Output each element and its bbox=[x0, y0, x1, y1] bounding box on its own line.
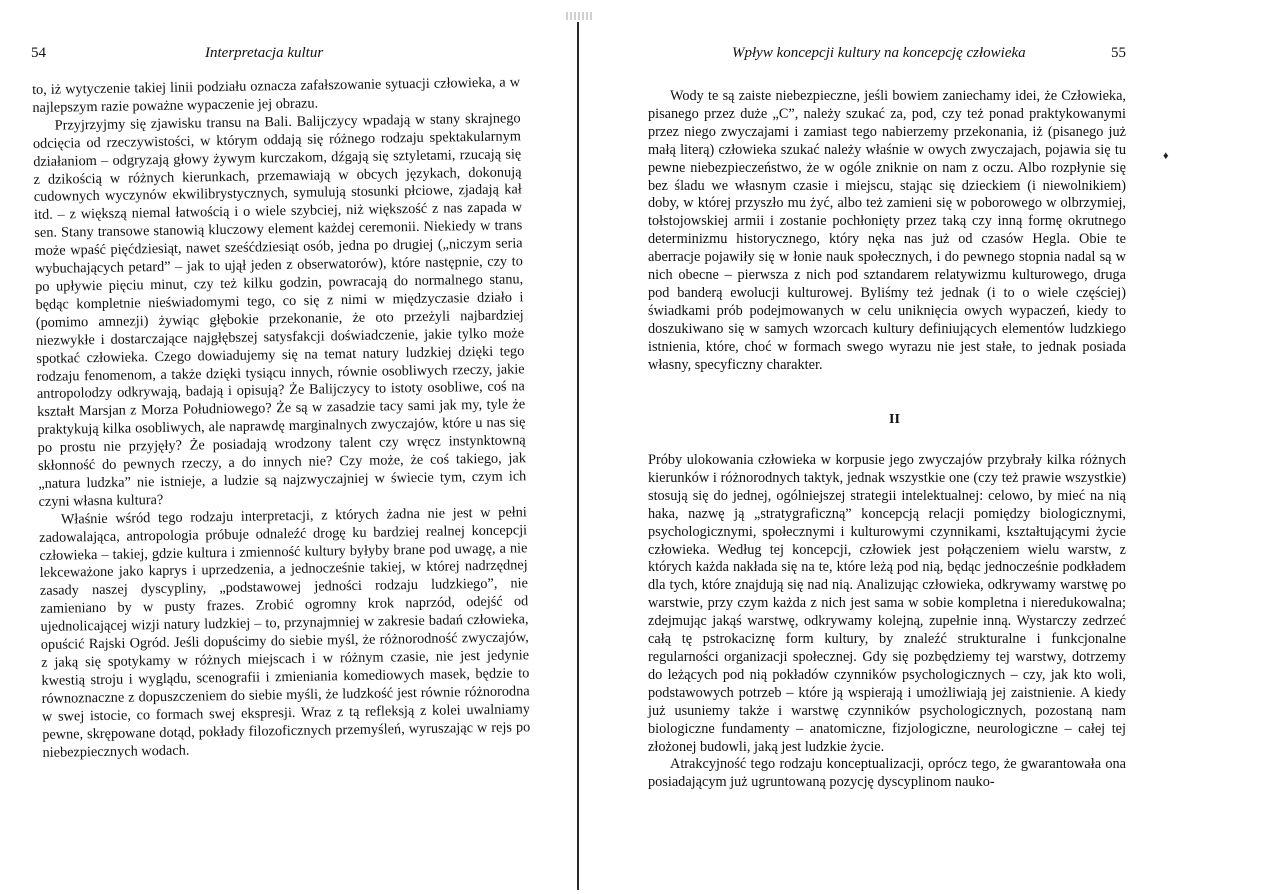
left-body-text bbox=[32, 74, 531, 762]
paragraph: to, iż wytyczenie takiej linii podziału oznacza zafałszowanie sytuacji człowieka, a w najlepszym razie poważne wypaczenie jej obrazu. bbox=[32, 74, 521, 116]
left-page bbox=[0, 0, 578, 894]
running-title: Interpretacja kultur bbox=[205, 45, 324, 61]
paragraph: Właśnie wśród tego rodzaju interpretacji, z których żadna nie jest w pełni zadowalająca, antropologia próbuje odnaleźć drogę ku bardziej realnej koncepcji człowieka – takiej, gdzie kultura i zmienność kultury byłyby brane pod uwagę, a nie lekceważone jako kaprys i uprzedzenia, a jednocześnie takiej, w której nadrzędnej zasady naszej dyscypliny, „podstawowej jedności rodzaju ludzkiego”, nie zamieniano by w pusty frazes. Zrobić ogromny krok naprzód, odejść od ujednolicającej wizji natury ludzkiej – to, przynajmniej w zakresie badań człowieka, opuścić Rajski Ogród. Jeśli dopuścimy do siebie myśl, że różnorodność zwyczajów, z jaką się spotykamy w różnych miejscach i w różnym czasie, nie jest jedynie kwestią stroju i wyglądu, scenografii i zmieniania komediowych masek, będzie to równoznaczne z dopuszczeniem do siebie myśli, że ludzkość jest równie różnorodna w swej istocie, co formach swej ekspresji. Wraz z tą refleksją z kolei uwalniamy pewne, skrępowane dotąd, pokłady filozoficznych przemyśleń, wyruszając w rejs po niebezpiecznych wodach. bbox=[39, 504, 531, 761]
paragraph: Atrakcyjność tego rodzaju konceptualizacji, oprócz tego, że gwarantowała ona posiadającym już ugruntowaną pozycję dyscyplinom nauko- bbox=[648, 756, 1126, 791]
paragraph: Wody te są zaiste niebezpieczne, jeśli bowiem zaniechamy idei, że Człowieka, pisanego przez duże „C”, należy szukać za, pod, czy też ponad praktykowanymi przez niego zwyczajami i zamiast tego nabierzemy przekonania, iż (pisanego już małą literą) człowieka szukać należy właśnie w owych zwyczajach, pojawia się tu pewne niebezpieczeństwo, że w ogóle zniknie on nam z oczu. Albo rozpłynie się bez śladu we własnym czasie i miejscu, stając się dzieckiem (i niewolnikiem) doby, w której przyszło mu żyć, albo też zamieni się w poborowego w olbrzymiej, tołstojowskiej armii i zostanie pochłonięty przez taką czy inną formę okrutnego determinizmu historycznego, który nęka nas już od czasów Hegla. Obie te aberracje pojawiły się w łonie nauk społecznych, i do pewnego stopnia nadal są w nich obecne – pierwsza z nich pod sztandarem relatywizmu kulturowego, druga pod banderą ewolucji kulturowej. Byliśmy też jednak (i to o wiele częściej) świadkami prób podejmowanych w celu uniknięcia owych wypaczeń, kiedy to doszukiwano się w samych wzorcach kultury definiujących elementów ludzkiego istnienia, które, choć w formach swego wyrazu nie jest stałe, to jednak posiada własny, specyficzny charakter. bbox=[648, 88, 1126, 373]
right-body-text-top bbox=[648, 88, 1126, 375]
paragraph: Przyjrzyjmy się zjawisku transu na Bali. Balijczycy wpadają w stany skrajnego odcięcia od rzeczywistości, w którym oddają się różnego rodzaju spektakularnym działaniom – odgryzają głowy żywym kurczakom, dźgają się sztyletami, rzucają się z dzikością w różnych kierunkach, przemawiają w obcych językach, dokonują cudownych wyczynów ekwilibrystycznych, symulują stosunki płciowe, zjadają kał itd. – z większą niemal łatwością i o wiele szybciej, niż większość z nas zapada w sen. Stany transowe stanowią kluczowy element każdej ceremonii. Niekiedy w trans może wpaść pięćdziesiąt, nawet sześćdziesiąt osób, jedna po drugiej („niczym seria wybuchających petard” – jak to ujął jeden z obserwatorów), które następnie, czy to po upływie pięciu minut, czy też kilku godzin, powracają do normalnego stanu, będąc kompletnie nieświadomymi tego, co się z nimi w międzyczasie działo i (pomimo amnezji) żywiąc głębokie przekonanie, że oto przeżyli najbardziej niezwykłe i dostarczające najgłębszej satysfakcji doświadczenie, jakie tylko może spotkać człowieka. Czego dowiadujemy się na temat natury ludzkiej dzięki tego rodzaju fenomenom, a także dzięki tysiącu innych, równie osobliwych rzeczy, jakie antropolodzy odkrywają, badają i opisują? Że Balijczycy to istoty osobliwe, coś na kształt Marsjan z Morza Południowego? Że są w zasadzie tacy sami jak my, tyle że praktykują kilka osobliwych, ale naprawdę marginalnych zwyczajów, które u nas się po prostu nie przyjęły? Że posiadają wrodzony talent czy wręcz instynktowną skłonność do pewnych rzeczy, a do innych nie? Czy może, że coś takiego, jak „natura ludzka” nie istnieje, a ludzie są najzwyczajniej w świecie tym, czym ich czyni własna kultura? bbox=[32, 110, 527, 510]
running-title: Wpływ koncepcji kultury na koncepcję człowieka bbox=[732, 45, 1026, 61]
margin-mark: ♦ bbox=[1163, 150, 1169, 162]
page-number: 54 bbox=[31, 45, 46, 61]
right-page bbox=[580, 0, 1262, 894]
right-body-text-bottom bbox=[648, 452, 1126, 792]
section-number: II bbox=[889, 412, 900, 427]
page-number: 55 bbox=[1111, 45, 1126, 61]
paragraph: Próby ulokowania człowieka w korpusie jego zwyczajów przybrały kilka różnych kierunków i różnorodnych taktyk, jednak wszystkie one (czy też prawie wszystkie) stosują się do jednej, ogólniejszej strategii intelektualnej: celowo, by mieć na nią haka, nazwę ją „stratygraficzną” koncepcją relacji pomiędzy biologicznymi, psychologicznymi, społecznymi i kulturowymi czynnikami, kształtującymi życie człowieka. Według tej koncepcji, człowiek jest połączeniem wielu warstw, z których każda nakłada się na te, które leżą pod nią, będąc jednocześnie podkładem dla tych, które znajdują się nad nią. Analizując człowieka, odkrywamy warstwę po warstwie, przy czym każda z nich jest sama w sobie kompletna i nieredukowalna; zdejmując jakąś warstwę, odkrywamy kolejną, zupełnie inną. Wystarczy zedrzeć całą tę pstrokaciznę form kultury, by znaleźć strukturalne i funkcjonalne regularności organizacji społecznej. Gdy się pozbędziemy tej warstwy, dotrzemy do leżących pod nią pokładów czynników psychologicznych – czy, jak kto woli, podstawowych potrzeb – które ją wspierają i umożliwiają jej zaistnienie. A kiedy już usuniemy także i warstwę czynników psychologicznych, pozostaną nam biologiczne fundamenty – anatomiczne, fizjologiczne, neurologiczne – całej tej złożonej budowli, jaką jest ludzkie życie. bbox=[648, 452, 1126, 755]
